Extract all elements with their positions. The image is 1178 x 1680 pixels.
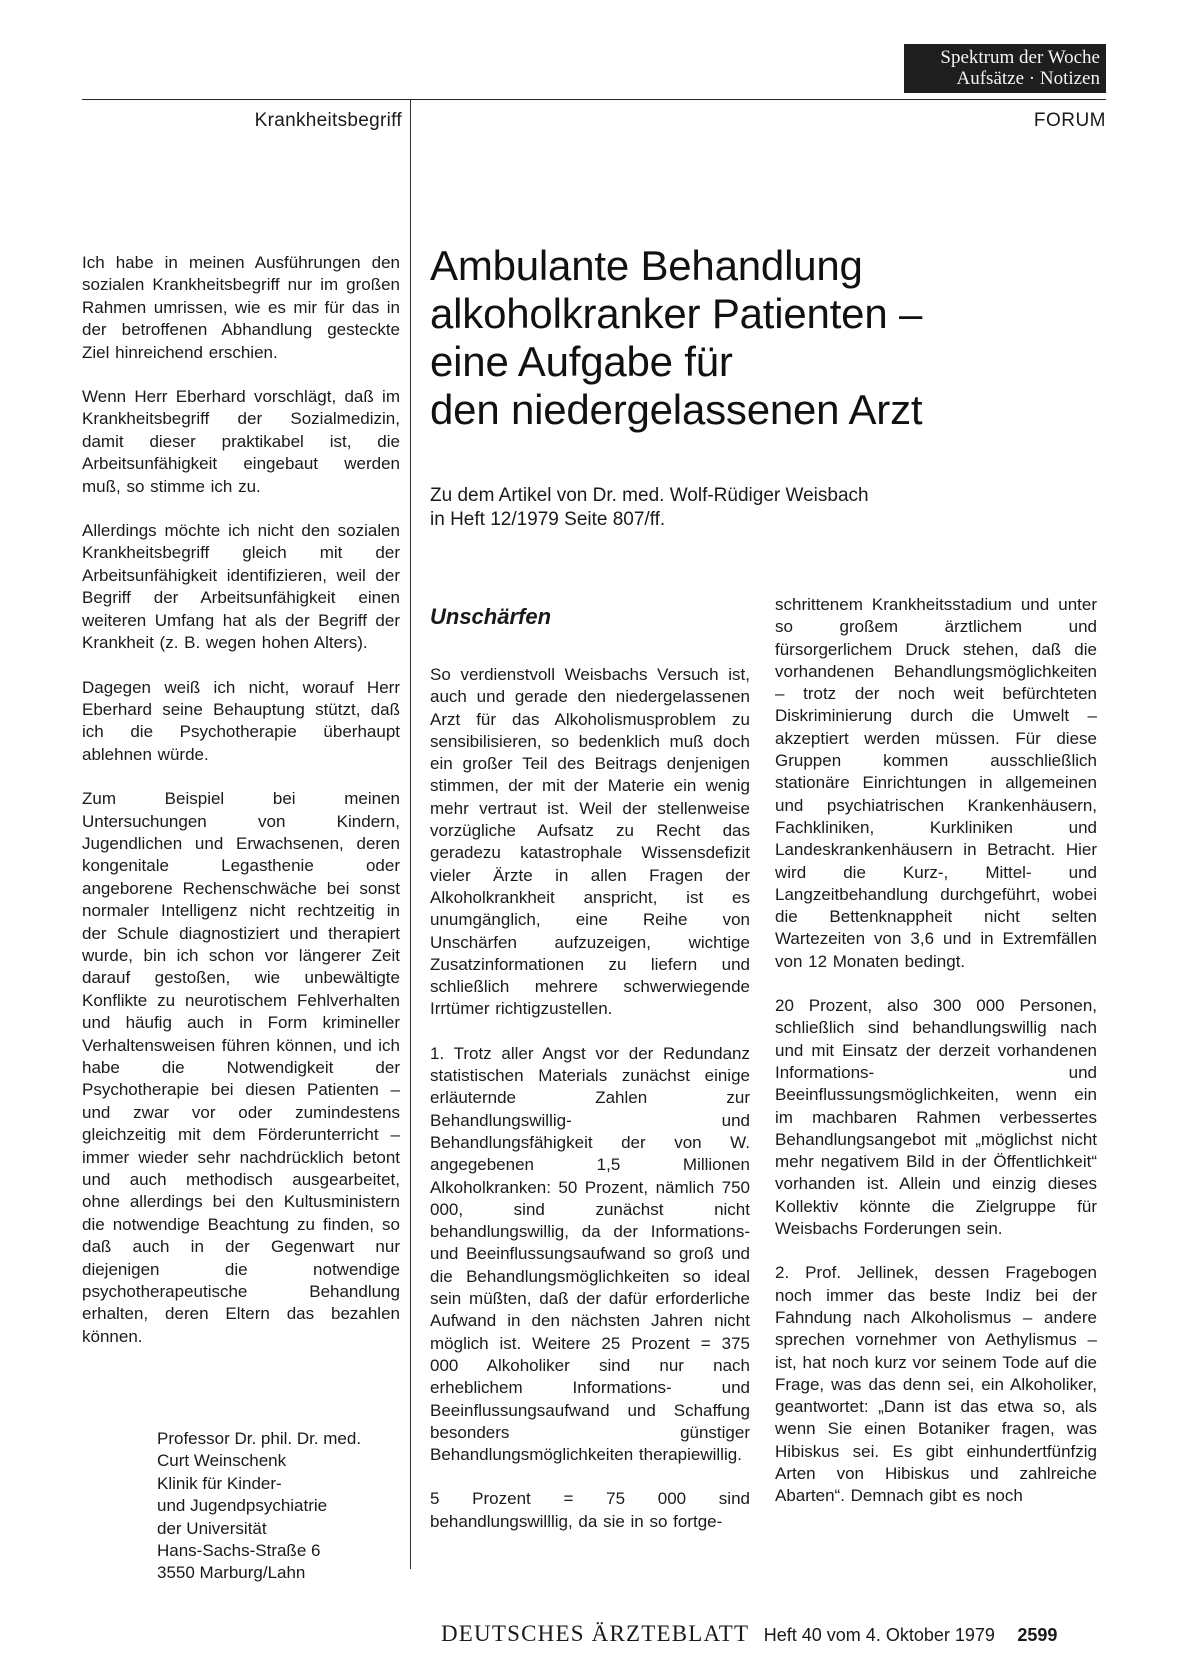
signature-line: Curt Weinschenk xyxy=(157,1451,287,1471)
article-paragraph: 1. Trotz aller Angst vor der Redundanz statistischen Materials zunächst einige erläuternde Zahlen zur Behandlungswillig- und Behandlungsfähigkeit der von W. angegebenen 1,5 Millionen Alkoholkranken: 50 Prozent, nämlich 750 000, sind zunächst nicht behandlungswillig, da der Informations- und Beeinflussungsaufwand so groß und die Behandlungsmöglichkeiten so ideal sein müßten, daß der dafür erforderliche Aufwand in den nächsten Jahren nicht möglich ist. Weitere 25 Prozent = 375 000 Alkoholiker sind nur nach erheblichem Informations- und Beeinflussungsaufwand und Schaffung besonders günstiger Behandlungsmöglichkeiten therapiewillig. xyxy=(430,1043,750,1465)
issue-info: Heft 40 vom 4. Oktober 1979 xyxy=(763,1625,995,1645)
signature-line: Hans-Sachs-Straße 6 xyxy=(157,1541,321,1561)
signature-line: Professor Dr. phil. Dr. med. xyxy=(157,1429,362,1448)
page-footer xyxy=(441,1621,1106,1651)
section-kicker: Unschärfen xyxy=(430,604,552,629)
title-line: alkoholkranker Patienten – xyxy=(430,290,923,337)
article-paragraph: 5 Prozent = 75 000 sind behandlungswilllig, da sie in so fortge- xyxy=(430,1489,750,1531)
section-label-left: Krankheitsbegriff xyxy=(254,110,402,131)
section-badge xyxy=(904,44,1106,93)
article-column-2 xyxy=(775,594,1097,1530)
subtitle-line: in Heft 12/1979 Seite 807/ff. xyxy=(430,509,666,530)
author-signature xyxy=(157,1428,407,1585)
signature-line: der Universität xyxy=(157,1518,267,1538)
article-paragraph: 20 Prozent, also 300 000 Personen, schließlich sind behandlungswillig nach und mit Einsatz der derzeit vorhandenen Informations- und Beeinflussungsmöglichkeiten, wenn ein im machbaren Rahmen verbessertes Behandlungsangebot mit „möglichst nicht mehr negativem Bild in der Öffentlichkeit“ vorhanden ist. Allein und einzig dieses Kollektiv könnte die Zielgruppe für Weisbachs Forderungen sein. xyxy=(775,996,1097,1239)
article-paragraph: schrittenem Krankheitsstadium und unter so großem ärztlichem und fürsorgerlichem Druck stehen, daß die vorhandenen Behandlungsmöglichkeiten – trotz der noch weit befürchteten Diskriminierung durch die Umwelt – akzeptiert werden müssen. Für diese Gruppen kommen ausschließlich stationäre Einrichtungen in allgemeinen und psychiatrischen Krankenhäusern, Fachkliniken, Kurkliniken und Landeskrankenhäusern in Betracht. Hier wird die Kurz-, Mittel- und Langzeitbehandlung durchgeführt, wobei die Bettenknappheit nicht selten Wartezeiten von 3,6 und in Extremfällen von 12 Monaten bedingt. xyxy=(775,595,1097,971)
article-title xyxy=(430,242,1110,434)
signature-line: Klinik für Kinder- xyxy=(157,1473,282,1493)
title-line: den niedergelassenen Arzt xyxy=(430,386,923,433)
top-rule xyxy=(82,99,1106,100)
letter-paragraph: Wenn Herr Eberhard vorschlägt, daß im Krankheitsbegriff der Sozialmedizin, damit dieser praktikabel ist, die Arbeitsunfähigkeit eingebaut werden muß, so stimme ich zu. xyxy=(82,387,400,496)
signature-line: und Jugendpsychiatrie xyxy=(157,1496,328,1516)
section-label-right: FORUM xyxy=(1033,110,1106,131)
magazine-name: DEUTSCHES ÄRZTEBLATT xyxy=(441,1621,750,1646)
article-paragraph: 2. Prof. Jellinek, dessen Fragebogen noch immer das beste Indiz bei der Fahndung nach Alkoholismus – andere sprechen vornehmer von Aethylismus – ist, hat noch kurz vor seinem Tode auf die Frage, was das denn sei, ein Alkoholiker, geantwortet: „Dann ist das etwa so, als wenn Sie einen Botaniker fragen, was Hibiskus sei. Es gibt einhundertfünfzig Arten von Hibiskus und zahlreiche Abarten“. Demnach gibt es noch xyxy=(775,1263,1097,1506)
letter-column xyxy=(82,252,400,1370)
subtitle-line: Zu dem Artikel von Dr. med. Wolf-Rüdiger Weisbach xyxy=(430,485,869,506)
badge-line-1: Spektrum der Woche xyxy=(940,47,1100,68)
article-subtitle xyxy=(430,484,1110,532)
article-paragraph: So verdienstvoll Weisbachs Versuch ist, auch und gerade den niedergelassenen Arzt für das Alkoholismusproblem zu sensibilisieren, so bedenklich muß doch ein großer Teil des Beitrags denjenigen stimmen, der mit der Materie ein wenig mehr vertraut ist. Weil der stellenweise vorzügliche Aufsatz zu Recht das geradezu katastrophale Wissensdefizit vieler Ärzte in allen Fragen der Alkoholkrankheit anspricht, ist es unumgänglich, eine Reihe von Unschärfen aufzuzeigen, wichtige Zusatzinformationen zu liefern und schließlich mehrere schwerwiegende Irrtümer richtigzustellen. xyxy=(430,665,750,1019)
column-divider xyxy=(410,99,411,1569)
badge-line-2: Aufsätze · Notizen xyxy=(956,68,1100,89)
article-column-1 xyxy=(430,598,750,1555)
letter-paragraph: Zum Beispiel bei meinen Untersuchungen von Kindern, Jugendlichen und Erwachsenen, deren kongenitale Legasthenie oder angeborene Rechenschwäche bei sonst normaler Intelligenz nicht rechtzeitig in der Schule diagnostiziert und therapiert wurde, bin ich schon vor längerer Zeit darauf gestoßen, wie unbewältigte Konflikte zu neurotischem Fehlverhalten und häufig auch in Form krimineller Verhaltensweisen führen können, und ich habe die Notwendigkeit der Psychotherapie bei diesen Patienten – und zwar vor oder zumindestens gleichzeitig mit dem Förderunterricht – immer wieder sehr nachdrücklich betont und auch methodisch ausgearbeitet, ohne allerdings bei den Kultusministern die notwendige Beachtung zu finden, so daß auch in der Gegenwart nur diejenigen die notwendige psychotherapeutische Behandlung erhalten, deren Eltern das bezahlen können. xyxy=(82,789,400,1346)
letter-paragraph: Ich habe in meinen Ausführungen den sozialen Krankheitsbegriff nur im großen Rahmen umrissen, wie es mir für das in der betroffenen Abhandlung gesteckte Ziel hinreichend erschien. xyxy=(82,253,400,362)
title-line: eine Aufgabe für xyxy=(430,338,733,385)
page-number: 2599 xyxy=(1017,1625,1058,1645)
title-line: Ambulante Behandlung xyxy=(430,242,863,289)
letter-paragraph: Dagegen weiß ich nicht, worauf Herr Eberhard seine Behauptung stützt, daß ich die Psychotherapie überhaupt ablehnen würde. xyxy=(82,677,400,764)
signature-line: 3550 Marburg/Lahn xyxy=(157,1563,306,1583)
letter-paragraph: Allerdings möchte ich nicht den sozialen Krankheitsbegriff gleich mit der Arbeitsunfähigkeit identifizieren, weil der Begriff der Arbeitsunfähigkeit einen weiteren Umfang hat als der Begriff der Krankheit (z. B. wegen hohen Alters). xyxy=(82,521,400,653)
